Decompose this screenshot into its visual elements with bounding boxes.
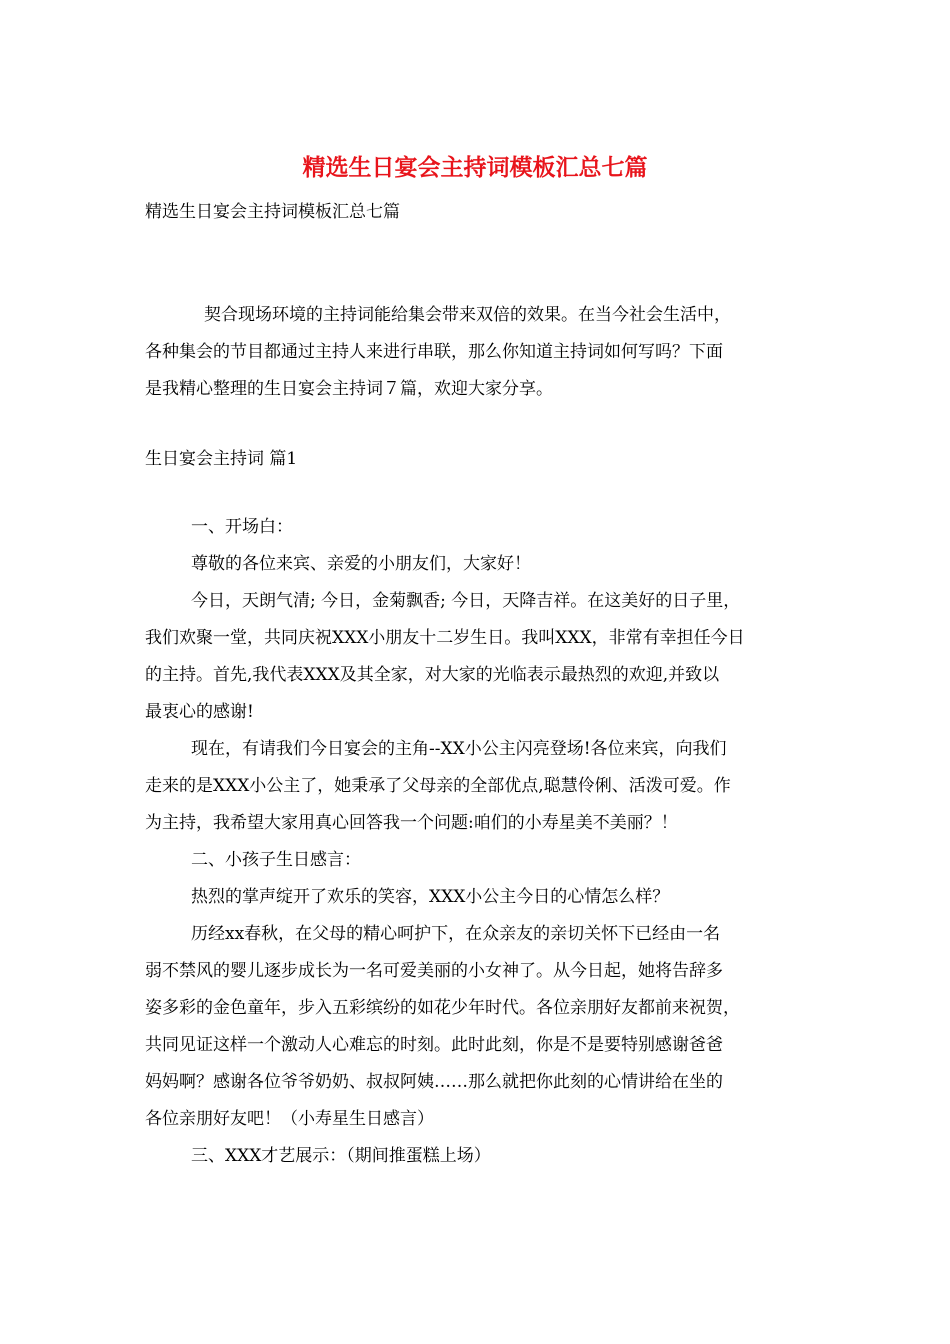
body-line: 尊敬的各位来宾、亲爱的小朋友们，大家好！ — [191, 554, 531, 574]
body-line: 一、开场白： — [191, 517, 293, 537]
body-line: 走来的是XXX小公主了，她秉承了父母亲的全部优点,聪慧伶俐、活泼可爱。作 — [145, 776, 731, 796]
body-line: 弱不禁风的婴儿逐步成长为一名可爱美丽的小女神了。从今日起，她将告辞多 — [145, 961, 723, 981]
body-line: 现在，有请我们今日宴会的主角--XX小公主闪亮登场!各位来宾，向我们 — [191, 739, 727, 759]
body-line: 二、小孩子生日感言： — [191, 850, 361, 870]
intro-line: 是我精心整理的生日宴会主持词７篇，欢迎大家分享。 — [145, 379, 553, 399]
body-line: 我们欢聚一堂，共同庆祝XXX小朋友十二岁生日。我叫XXX，非常有幸担任今日 — [145, 628, 745, 648]
body-line: 的主持。首先,我代表XXX及其全家，对大家的光临表示最热烈的欢迎,并致以 — [145, 665, 720, 685]
body-line: 今日，天朗气清; 今日，金菊飘香; 今日，天降吉祥。在这美好的日子里， — [191, 591, 741, 611]
section-heading — [145, 441, 825, 478]
intro-line: 契合现场环境的主持词能给集会带来双倍的效果。在当今社会生活中， — [204, 305, 731, 325]
body-line: 为主持，我希望大家用真心回答我一个问题:咱们的小寿星美不美丽？！ — [145, 813, 678, 833]
body-line: 各位亲朋好友吧！（小寿星生日感言） — [145, 1109, 434, 1129]
body-line: 历经xx春秋，在父母的精心呵护下，在众亲友的亲切关怀下已经由一名 — [191, 924, 721, 944]
document-subtitle: 精选生日宴会主持词模板汇总七篇 — [145, 202, 400, 222]
document-title: 精选生日宴会主持词模板汇总七篇 — [302, 154, 648, 181]
body-line: 三、XXX才艺展示：（期间推蛋糕上场） — [191, 1146, 491, 1166]
body-content — [145, 509, 825, 1175]
intro-line: 各种集会的节目都通过主持人来进行串联，那么你知道主持词如何写吗？下面 — [145, 342, 723, 362]
section-heading-text: 生日宴会主持词 篇1 — [145, 449, 298, 469]
body-line: 妈妈啊？感谢各位爷爷奶奶、叔叔阿姨……那么就把你此刻的心情讲给在坐的 — [145, 1072, 723, 1092]
body-line: 热烈的掌声绽开了欢乐的笑容，XXX小公主今日的心情怎么样？ — [191, 887, 670, 907]
intro-paragraph — [145, 297, 825, 408]
body-line: 姿多彩的金色童年，步入五彩缤纷的如花少年时代。各位亲朋好友都前来祝贺， — [145, 998, 740, 1018]
body-line: 共同见证这样一个激动人心难忘的时刻。此时此刻，你是不是要特别感谢爸爸 — [145, 1035, 723, 1055]
body-line: 最衷心的感谢! — [145, 702, 254, 722]
